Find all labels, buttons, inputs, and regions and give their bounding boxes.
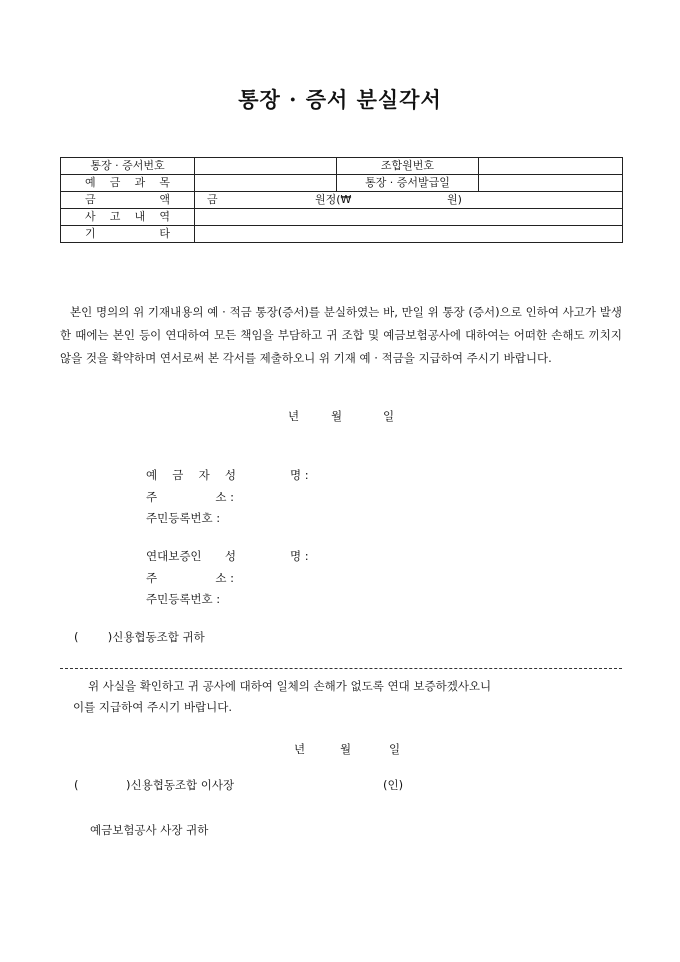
deposit-type-field[interactable]: [195, 175, 337, 192]
amount-prefix: 금: [207, 193, 218, 206]
incident-details-label: 사 고 내 역: [61, 209, 195, 226]
guarantor-rrn-label: 주민등록번호 :: [146, 592, 221, 606]
day-label: 일: [389, 742, 401, 756]
deposit-type-label: 예 금 과 목: [61, 175, 195, 192]
addressee-kdic: 예금보험공사 사장 귀하: [90, 823, 209, 837]
depositor-rrn-label: 주민등록번호 :: [146, 511, 221, 525]
month-label: 월: [331, 409, 343, 423]
divider: [60, 668, 622, 669]
body-paragraph: 본인 명의의 위 기재내용의 예 · 적금 통장(증서)를 분실하였는 바, 만일 위 통장 (증서)으로 인하여 사고가 발생한 때에는 본인 등이 연대하여 모든 책임을 부담하고 귀 조합 및 예금보험공사에 대하여는 어떠한 손해도 끼치지 않을 것을 확약하며 연서로써 본 각서를 제출하오니 위 기재 예 · 적금을 지급하여 주시기 바랍니다.: [60, 305, 622, 365]
passbook-number-label: 통장 · 증서번호: [61, 158, 195, 175]
amount-won-text: 원정(₩: [315, 193, 352, 206]
other-label: 기 타: [61, 226, 195, 243]
addressee-credit-union: ( )신용협동조합 귀하: [74, 630, 205, 644]
amount-won-end: 원): [447, 193, 462, 206]
seal-mark: (인): [383, 778, 404, 792]
amount-label: 금 액: [61, 192, 195, 209]
table-row: [61, 226, 623, 243]
confirmation-line-2: 이를 지급하여 주시기 바랍니다.: [73, 700, 233, 714]
year-label: 년: [294, 742, 306, 756]
day-label: 일: [383, 409, 395, 423]
info-table: [60, 157, 623, 243]
guarantor-name-colon: 명 :: [290, 549, 309, 563]
confirmation-line-1: 위 사실을 확인하고 귀 공사에 대하여 일체의 손해가 없도록 연대 보증하겠사오니: [88, 679, 492, 693]
other-field[interactable]: [195, 226, 623, 243]
issue-date-label: 통장 · 증서발급일: [337, 175, 479, 192]
chairman-line: ( )신용협동조합 이사장: [74, 778, 235, 792]
table-row: [61, 158, 623, 175]
document-title: 통장 · 증서 분실각서: [238, 87, 442, 112]
table-row: [61, 175, 623, 192]
amount-field[interactable]: [195, 192, 623, 209]
member-number-label: 조합원번호: [337, 158, 479, 175]
depositor-address-label: 주 소 :: [146, 490, 234, 504]
member-number-field[interactable]: [479, 158, 623, 175]
issue-date-field[interactable]: [479, 175, 623, 192]
table-row: [61, 209, 623, 226]
table-row: [61, 192, 623, 209]
depositor-name-colon: 명 :: [290, 468, 309, 482]
passbook-number-field[interactable]: [195, 158, 337, 175]
guarantor-address-label: 주 소 :: [146, 571, 234, 585]
depositor-name-label: 예 금 자 성: [146, 468, 236, 482]
incident-details-field[interactable]: [195, 209, 623, 226]
month-label: 월: [340, 742, 352, 756]
year-label: 년: [288, 409, 300, 423]
guarantor-name-label: 연대보증인 성: [146, 549, 236, 563]
